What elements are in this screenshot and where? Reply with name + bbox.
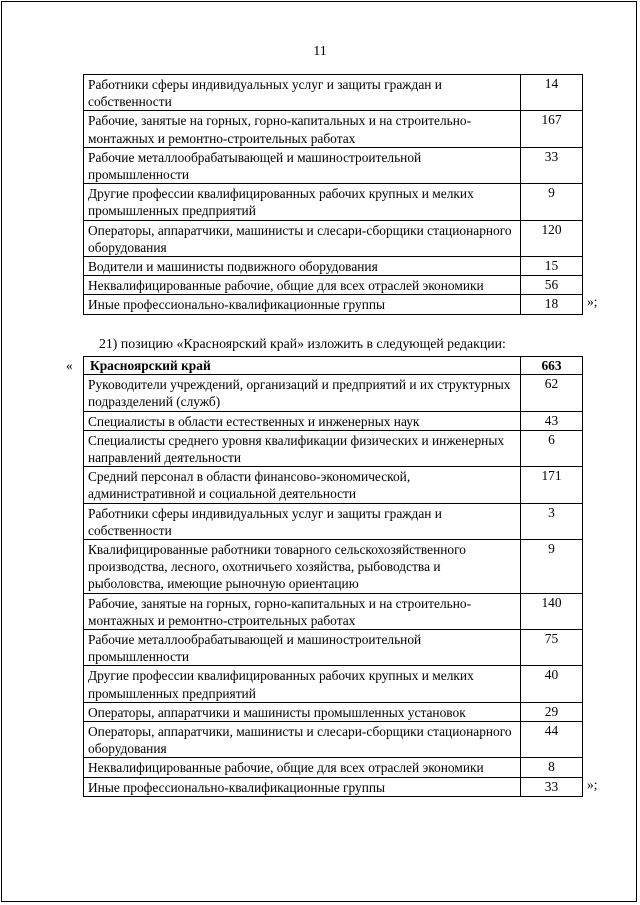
occupation-group-count: 14 — [521, 75, 583, 111]
occupation-group-name: Операторы, аппаратчики и машинисты промышленных установок — [84, 702, 521, 721]
occupation-group-count: 44 — [521, 722, 583, 758]
occupation-group-count: 8 — [521, 758, 583, 777]
occupation-group-count: 6 — [521, 430, 583, 466]
occupation-group-count: 33 — [521, 777, 583, 796]
closing-quote-mark: »; — [587, 294, 598, 309]
region-header-row — [84, 357, 583, 375]
occupation-group-count: 75 — [521, 630, 583, 666]
table-row — [84, 111, 583, 147]
occupation-group-count: 9 — [521, 184, 583, 220]
occupation-group-name: Работники сферы индивидуальных услуг и защиты граждан и собственности — [84, 75, 521, 111]
occupation-group-count: 9 — [521, 540, 583, 594]
table-row — [84, 722, 583, 758]
table-row — [84, 540, 583, 594]
occupation-group-count: 62 — [521, 375, 583, 411]
occupation-group-count: 171 — [521, 467, 583, 503]
occupation-group-count: 43 — [521, 411, 583, 430]
occupation-group-name: Другие профессии квалифицированных рабочих крупных и мелких промышленных предприятий — [84, 184, 521, 220]
table-row — [84, 503, 583, 539]
occupation-group-name: Операторы, аппаратчики, машинисты и слесари-сборщики стационарного оборудования — [84, 220, 521, 256]
occupation-group-name: Квалифицированные работники товарного сельскохозяйственного производства, лесного, охотничьего хозяйства, рыбоводства и рыболовства, имеющие рыночную ориентацию — [84, 540, 521, 594]
occupation-group-name: Водители и машинисты подвижного оборудования — [84, 257, 521, 276]
region-name: Красноярский край — [84, 357, 521, 375]
table-row — [84, 702, 583, 721]
table-row — [84, 147, 583, 183]
occupation-group-name: Средний персонал в области финансово-экономической, административной и социальной деятельности — [84, 467, 521, 503]
occupation-group-count: 56 — [521, 276, 583, 295]
table-row — [84, 257, 583, 276]
occupation-group-name: Иные профессионально-квалификационные группы — [84, 295, 521, 314]
occupation-group-name: Рабочие металлообрабатывающей и машиностроительной промышленности — [84, 147, 521, 183]
occupation-group-name: Рабочие металлообрабатывающей и машиностроительной промышленности — [84, 630, 521, 666]
table-row — [84, 375, 583, 411]
table-row — [84, 295, 583, 314]
occupation-group-name: Руководители учреждений, организаций и предприятий и их структурных подразделений (служб) — [84, 375, 521, 411]
region-total: 663 — [521, 357, 583, 375]
occupation-group-count: 29 — [521, 702, 583, 721]
krasnoyarsk-occupation-table — [83, 356, 583, 797]
occupation-group-count: 167 — [521, 111, 583, 147]
closing-quote-mark: »; — [587, 777, 598, 792]
occupation-group-name: Рабочие, занятые на горных, горно-капитальных и на строительно-монтажных и ремонтно-строительных работах — [84, 111, 521, 147]
table-row — [84, 430, 583, 466]
occupation-group-count: 18 — [521, 295, 583, 314]
amendment-paragraph: 21) позицию «Красноярский край» изложить в следующей редакции: — [99, 336, 506, 351]
occupation-group-name: Неквалифицированные рабочие, общие для всех отраслей экономики — [84, 276, 521, 295]
table-row — [84, 777, 583, 796]
occupation-group-count: 120 — [521, 220, 583, 256]
table-row — [84, 666, 583, 702]
occupation-group-name: Операторы, аппаратчики, машинисты и слесари-сборщики стационарного оборудования — [84, 722, 521, 758]
table-row — [84, 184, 583, 220]
table-row — [84, 467, 583, 503]
occupation-group-name: Неквалифицированные рабочие, общие для всех отраслей экономики — [84, 758, 521, 777]
table-row — [84, 220, 583, 256]
table-row — [84, 75, 583, 111]
table-row — [84, 276, 583, 295]
table-row — [84, 758, 583, 777]
occupation-group-name: Работники сферы индивидуальных услуг и защиты граждан и собственности — [84, 503, 521, 539]
continued-occupation-table — [83, 74, 583, 315]
page-number: 11 — [313, 44, 327, 59]
occupation-group-name: Специалисты в области естественных и инженерных наук — [84, 411, 521, 430]
table-row — [84, 593, 583, 629]
table-row — [84, 411, 583, 430]
occupation-group-count: 140 — [521, 593, 583, 629]
occupation-group-name: Иные профессионально-квалификационные группы — [84, 777, 521, 796]
opening-quote-mark: « — [66, 358, 73, 373]
occupation-group-name: Другие профессии квалифицированных рабочих крупных и мелких промышленных предприятий — [84, 666, 521, 702]
occupation-group-count: 40 — [521, 666, 583, 702]
occupation-group-count: 15 — [521, 257, 583, 276]
table-row — [84, 630, 583, 666]
occupation-group-name: Специалисты среднего уровня квалификации физических и инженерных направлений деятельности — [84, 430, 521, 466]
occupation-group-count: 33 — [521, 147, 583, 183]
occupation-group-count: 3 — [521, 503, 583, 539]
occupation-group-name: Рабочие, занятые на горных, горно-капитальных и на строительно-монтажных и ремонтно-строительных работах — [84, 593, 521, 629]
